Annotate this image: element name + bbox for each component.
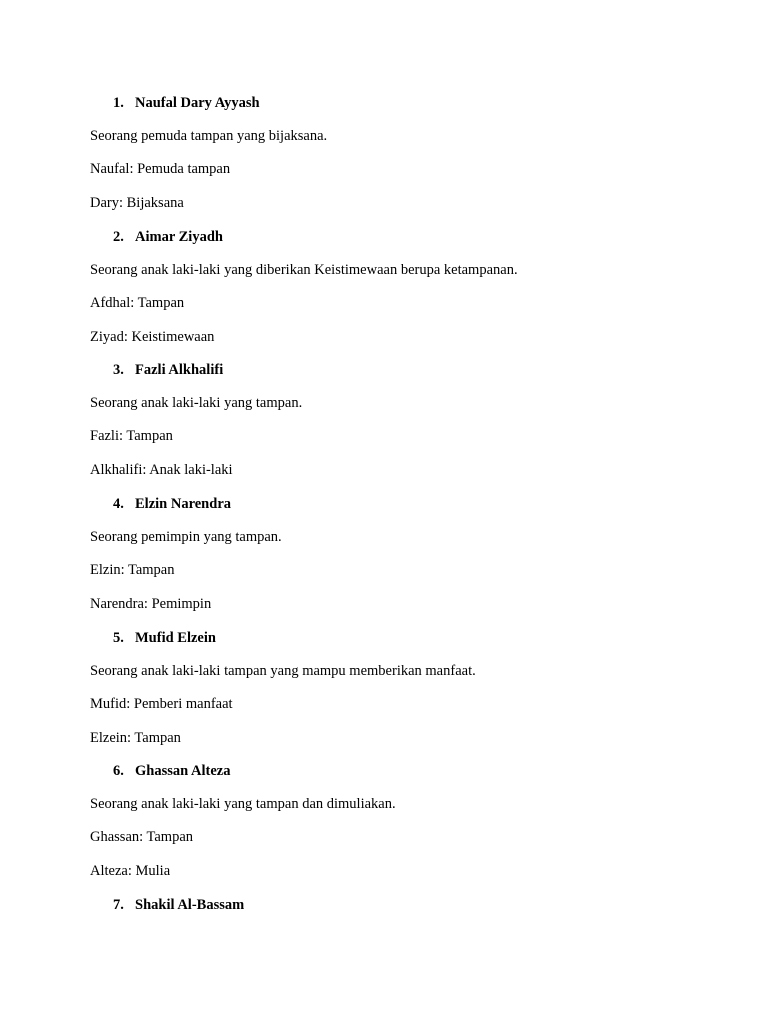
entry-meaning: Alkhalifi: Anak laki-laki — [90, 462, 233, 478]
entry-description: Seorang anak laki-laki yang diberikan Keistimewaan berupa ketampanan. — [90, 262, 518, 278]
entry-heading — [113, 495, 231, 513]
entry-meaning: Elzin: Tampan — [90, 562, 175, 578]
entry-number: 3. — [113, 362, 124, 378]
entry-description: Seorang pemimpin yang tampan. — [90, 529, 282, 545]
entry-name: Naufal Dary Ayyash — [135, 95, 260, 111]
entry-number: 6. — [113, 763, 124, 779]
entry-name: Ghassan Alteza — [135, 763, 231, 779]
entry-meaning: Alteza: Mulia — [90, 863, 171, 879]
entry-heading — [113, 228, 223, 246]
entry-meaning: Fazli: Tampan — [90, 428, 173, 444]
entry-name: Shakil Al-Bassam — [135, 897, 245, 913]
entry-name: Aimar Ziyadh — [135, 229, 223, 245]
entry-number: 4. — [113, 496, 124, 512]
entry-number: 7. — [113, 897, 124, 913]
entry-description: Seorang anak laki-laki tampan yang mampu memberikan manfaat. — [90, 663, 476, 679]
entry-heading — [113, 896, 244, 914]
entry-meaning: Dary: Bijaksana — [90, 195, 184, 211]
entry-meaning: Ziyad: Keistimewaan — [90, 329, 215, 345]
entry-number: 2. — [113, 229, 124, 245]
entry-meaning: Naufal: Pemuda tampan — [90, 161, 231, 177]
entry-name: Mufid Elzein — [135, 630, 216, 646]
entry-heading — [113, 94, 260, 112]
entry-number: 5. — [113, 630, 124, 646]
entry-number: 1. — [113, 95, 124, 111]
entry-heading — [113, 762, 230, 780]
entry-description: Seorang anak laki-laki yang tampan. — [90, 395, 303, 411]
entry-name: Elzin Narendra — [135, 496, 231, 512]
entry-description: Seorang pemuda tampan yang bijaksana. — [90, 128, 328, 144]
entry-heading — [113, 361, 223, 379]
entry-description: Seorang anak laki-laki yang tampan dan dimuliakan. — [90, 796, 396, 812]
entry-heading — [113, 629, 216, 647]
entry-meaning: Ghassan: Tampan — [90, 829, 194, 845]
entry-meaning: Mufid: Pemberi manfaat — [90, 696, 233, 712]
entry-meaning: Elzein: Tampan — [90, 730, 181, 746]
entry-meaning: Narendra: Pemimpin — [90, 596, 212, 612]
entry-name: Fazli Alkhalifi — [135, 362, 224, 378]
entry-meaning: Afdhal: Tampan — [90, 295, 185, 311]
